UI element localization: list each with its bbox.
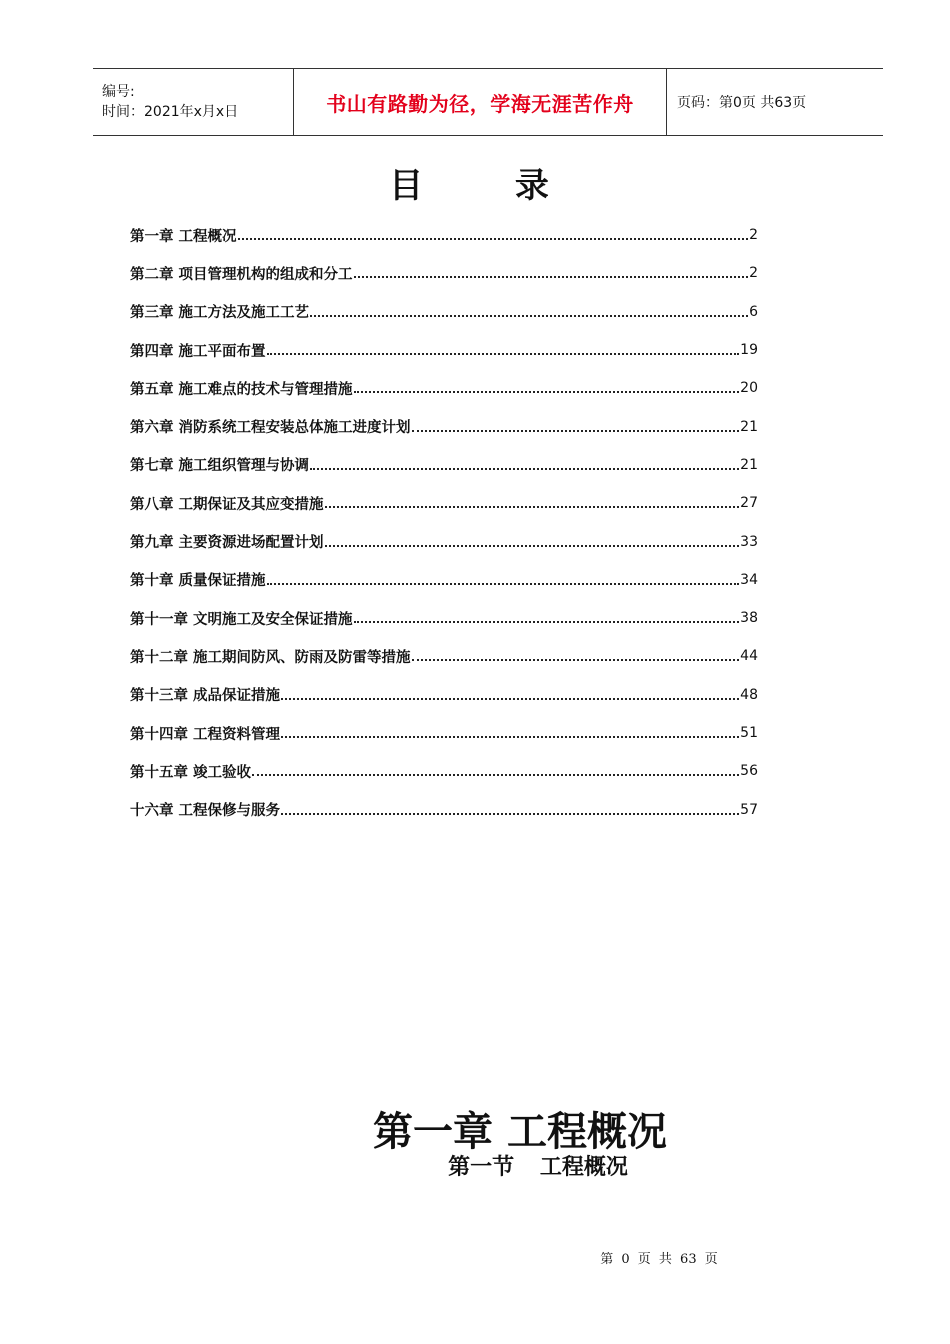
header-motto-cell xyxy=(294,69,667,135)
toc-entry[interactable] xyxy=(130,331,758,369)
toc-leader-dots xyxy=(354,377,740,393)
motto: 书山有路勤为径，学海无涯苦作舟 xyxy=(326,91,634,116)
number-label: 编号: xyxy=(102,84,135,100)
toc-leader-dots xyxy=(281,799,739,815)
toc-entry-page: 34 xyxy=(740,571,758,588)
toc-entry-page: 6 xyxy=(749,303,758,320)
toc-entry-label: 第十四章 工程资料管理 xyxy=(130,726,281,743)
table-of-contents xyxy=(130,216,758,829)
toc-leader-dots xyxy=(267,569,740,585)
toc-entry-label: 第七章 施工组织管理与协调 xyxy=(130,458,310,475)
toc-leader-dots xyxy=(354,607,740,623)
toc-entry-page: 48 xyxy=(740,686,758,703)
toc-entry[interactable] xyxy=(130,676,758,714)
toc-entry[interactable] xyxy=(130,561,758,599)
toc-leader-dots xyxy=(310,301,748,317)
toc-entry-page: 27 xyxy=(740,495,758,512)
toc-entry[interactable] xyxy=(130,790,758,828)
toc-entry[interactable] xyxy=(130,407,758,445)
toc-entry[interactable] xyxy=(130,216,758,254)
toc-entry[interactable] xyxy=(130,446,758,484)
toc-entry[interactable] xyxy=(130,484,758,522)
toc-entry-label: 第六章 消防系统工程安装总体施工进度计划 xyxy=(130,420,411,437)
toc-entry-page: 2 xyxy=(749,265,758,282)
toc-entry-label: 第二章 项目管理机构的组成和分工 xyxy=(130,266,353,283)
time-label: 时间：2021年x月x日 xyxy=(102,104,239,120)
toc-leader-dots xyxy=(412,645,740,661)
toc-entry[interactable] xyxy=(130,369,758,407)
toc-entry-label: 第十三章 成品保证措施 xyxy=(130,688,281,705)
toc-entry[interactable] xyxy=(130,522,758,560)
toc-leader-dots xyxy=(354,262,749,278)
toc-entry-page: 56 xyxy=(740,763,758,780)
toc-leader-dots xyxy=(252,760,739,776)
toc-entry[interactable] xyxy=(130,752,758,790)
toc-entry-label: 第十一章 文明施工及安全保证措施 xyxy=(130,611,353,628)
page-header xyxy=(93,68,883,136)
chapter-title: 第一章 工程概况 xyxy=(373,1108,667,1155)
toc-leader-dots xyxy=(325,492,740,508)
toc-entry-label: 第十章 质量保证措施 xyxy=(130,573,266,590)
toc-entry-label: 第十五章 竣工验收 xyxy=(130,764,252,781)
section-title: 第一节 工程概况 xyxy=(448,1154,628,1180)
toc-entry-page: 57 xyxy=(740,801,758,818)
toc-leader-dots xyxy=(281,684,739,700)
toc-entry-label: 第四章 施工平面布置 xyxy=(130,343,266,360)
toc-entry-page: 21 xyxy=(740,418,758,435)
header-info xyxy=(93,69,294,135)
toc-entry-page: 19 xyxy=(740,342,758,359)
toc-entry-page: 33 xyxy=(740,533,758,550)
toc-leader-dots xyxy=(310,454,739,470)
toc-leader-dots xyxy=(267,339,740,355)
toc-leader-dots xyxy=(281,722,739,738)
toc-entry-label: 第十二章 施工期间防风、防雨及防雷等措施 xyxy=(130,649,411,666)
page-footer: 第 0 页 共 63 页 xyxy=(600,1252,718,1267)
toc-entry-label: 第八章 工期保证及其应变措施 xyxy=(130,496,324,513)
toc-leader-dots xyxy=(412,416,740,432)
page-label: 页码：第0页 共63页 xyxy=(677,95,807,111)
toc-entry-label: 第三章 施工方法及施工工艺 xyxy=(130,305,310,322)
toc-entry-label: 第一章 工程概况 xyxy=(130,228,237,245)
toc-entry-page: 20 xyxy=(740,380,758,397)
toc-leader-dots xyxy=(325,531,740,547)
toc-entry-page: 21 xyxy=(740,456,758,473)
toc-entry-page: 51 xyxy=(740,725,758,741)
toc-entry[interactable] xyxy=(130,254,758,292)
toc-entry-label: 第五章 施工难点的技术与管理措施 xyxy=(130,381,353,398)
toc-entry[interactable] xyxy=(130,293,758,331)
toc-entry-page: 2 xyxy=(749,227,758,244)
toc-title: 目 录 xyxy=(389,166,589,206)
toc-entry[interactable] xyxy=(130,637,758,675)
toc-entry[interactable] xyxy=(130,599,758,637)
toc-entry-label: 第九章 主要资源进场配置计划 xyxy=(130,535,324,552)
toc-entry[interactable] xyxy=(130,714,758,752)
toc-leader-dots xyxy=(238,224,749,240)
toc-entry-label: 十六章 工程保修与服务 xyxy=(130,803,281,820)
header-page-cell xyxy=(667,69,883,135)
toc-entry-page: 38 xyxy=(740,610,758,627)
toc-entry-page: 44 xyxy=(740,648,758,665)
